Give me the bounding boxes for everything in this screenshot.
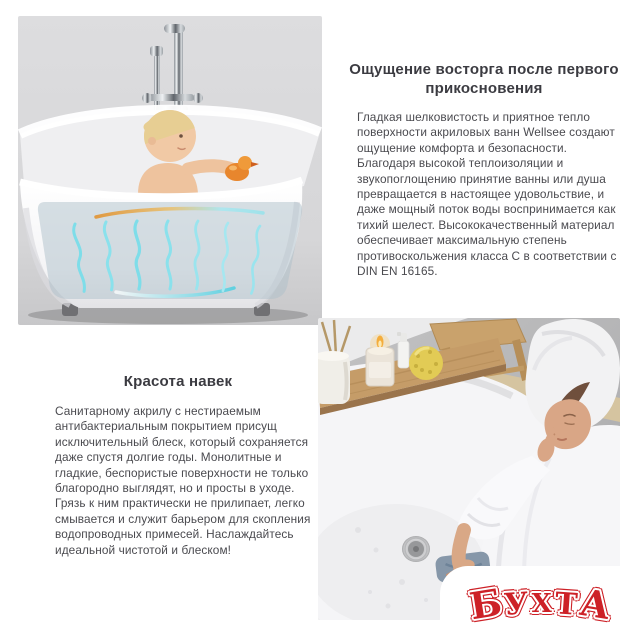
yellow-sponge (409, 346, 443, 380)
brand-logo-plate (440, 566, 640, 640)
drain (402, 536, 430, 562)
first-touch-body: Гладкая шелковистость и приятное тепло поверхности акриловых ванн Wellsee создают ощущение комфорта и безопасности. Благодаря высокой теплоизоляции и звукопоглощению принятие ванны или душа превращается в настоящее удовольствие, и даже мощный поток воды воспринимается как тихий шелест. Высококачественный материал обеспечивает максимальную степень противоскольжения класса С в соответствии с DIN EN 16165. (357, 110, 617, 279)
first-touch-heading: Ощущение восторга после первого прикосновения (349, 61, 619, 97)
logo-letter: Х (531, 589, 552, 619)
logo-letter: Т (553, 586, 579, 623)
logo-letter: А (576, 579, 614, 628)
child-eye (179, 134, 183, 138)
section-beauty (40, 372, 316, 558)
beauty-heading: Красота навек (123, 373, 233, 390)
beauty-body: Санитарному акрилу с нестираемым антибактериальным покрытием присущ исключительный блеск, который сохраняется даже спустя долгие годы. Монолитные и гладкие, беспористые поверхности не только благородно выглядят, но и просты в уходе. Грязь к ним практически не прилипает, легко смывается и служит барьером для скопления водопроводных примесей. Наслаждайтесь идеальной чистотой и блеском! (55, 404, 311, 557)
section-first-touch (336, 60, 632, 279)
photo-child-in-bathtub (18, 16, 322, 325)
child-ear (148, 137, 156, 145)
brand-logo (466, 579, 614, 628)
logo-letter: У (503, 586, 530, 623)
logo-letter: Б (466, 579, 505, 628)
child-bathtub-illustration (18, 16, 322, 325)
